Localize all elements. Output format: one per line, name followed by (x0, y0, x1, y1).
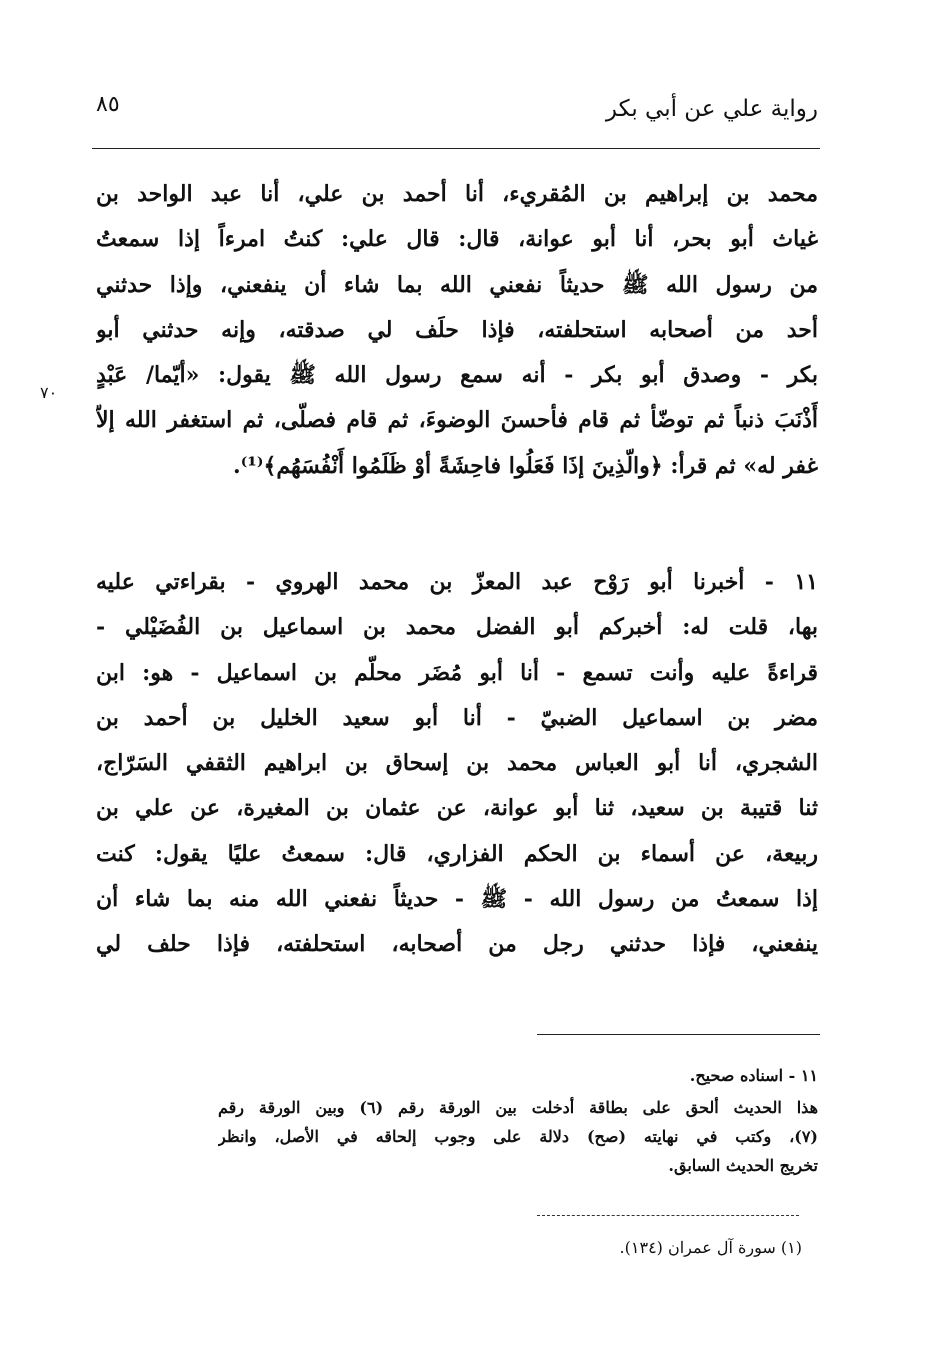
footnote-text (218, 1093, 818, 1180)
text-line: ينفعني، فإذا حدثني رجل من أصحابه، استحلفته، فإذا حلف لي (96, 931, 818, 958)
text-line: بها، قلت له: أخبركم أبو الفضل محمد بن اسماعيل بن الفُضَيْلي - (96, 614, 818, 641)
text-line: أحد من أصحابه استحلفته، فإذا حلَف لي صدقته، وإنه حدثني أبو (96, 316, 818, 343)
text-line: أَذْنَبَ ذنباً ثم توضّأ ثم قام فأحسنَ الوضوءَ، ثم قام فصلّى، ثم استغفر الله إلاّ (96, 407, 818, 434)
text-line: بكر - وصدق أبو بكر - أنه سمع رسول الله ﷺ يقول: «أيّما/ عَبْدٍ (96, 362, 818, 389)
text-line: قراءةً عليه وأنت تسمع - أنا أبو مُضَر محلّم بن اسماعيل - هو: ابن (96, 659, 818, 686)
text-line: ١١ - أخبرنا أبو رَوْح عبد المعزّ بن محمد الهروي - بقراءتي عليه (96, 569, 818, 595)
text-line: غياث أبو بحر، أنا أبو عوانة، قال: قال علي: كنتُ امرءاً إذا سمعتُ (96, 226, 818, 253)
text-line: محمد بن إبراهيم بن المُقريء، أنا أحمد بن علي، أنا عبد الواحد بن (96, 181, 818, 207)
footnote-line: تخريج الحديث السابق. (668, 1156, 818, 1175)
text-line: مضر بن اسماعيل الضبيّ - أنا أبو سعيد الخليل بن أحمد بن (96, 704, 818, 731)
footnote-line: هذا الحديث ألحق على بطاقة أدخلت بين الورقة رقم (٦) وبين الورقة رقم (218, 1098, 818, 1117)
footnote-heading: ١١ - اسناده صحيح. (689, 1066, 818, 1085)
text-line: إذا سمعتُ من رسول الله - ﷺ - حديثاً نفعني الله منه بما شاء أن (96, 886, 818, 913)
header-rule (92, 148, 820, 149)
text-line: ربيعة، عن أسماء بن الحكم الفزاري، قال: سمعتُ عليًا يقول: كنت (96, 840, 818, 867)
quran-reference-footnote: (١) سورة آل عمران (١٣٤). (619, 1238, 802, 1257)
footnote-line: (٧)، وكتب في نهايته (صح) دلالة على وجوب إلحاقه في الأصل، وانظر (218, 1127, 818, 1146)
page-number: ٨٥ (96, 92, 120, 117)
paragraph-2 (96, 560, 818, 968)
footnote-separator (537, 1034, 820, 1035)
footnote-dashed-separator (537, 1215, 799, 1216)
margin-folio-number: ٧٠ (40, 383, 58, 402)
text-line: من رسول الله ﷺ حديثاً نفعني الله بما شاء أن ينفعني، وإذا حدثني (96, 271, 818, 298)
text-line: غفر له» ثم قرأ: ﴿والّذِينَ إذَا فَعَلُوا فاحِشَةً أوْ ظَلَمُوا أَنْفُسَهُم﴾⁽¹⁾. (233, 452, 818, 479)
paragraph-1 (96, 172, 818, 489)
text-line: ثنا قتيبة بن سعيد، ثنا أبو عوانة، عن عثمان بن المغيرة، عن علي بن (96, 795, 818, 822)
text-line: الشجري، أنا أبو العباس محمد بن إسحاق بن ابراهيم الثقفي السَرّاج، (96, 750, 818, 777)
running-header-title: رواية علي عن أبي بكر (605, 96, 818, 122)
